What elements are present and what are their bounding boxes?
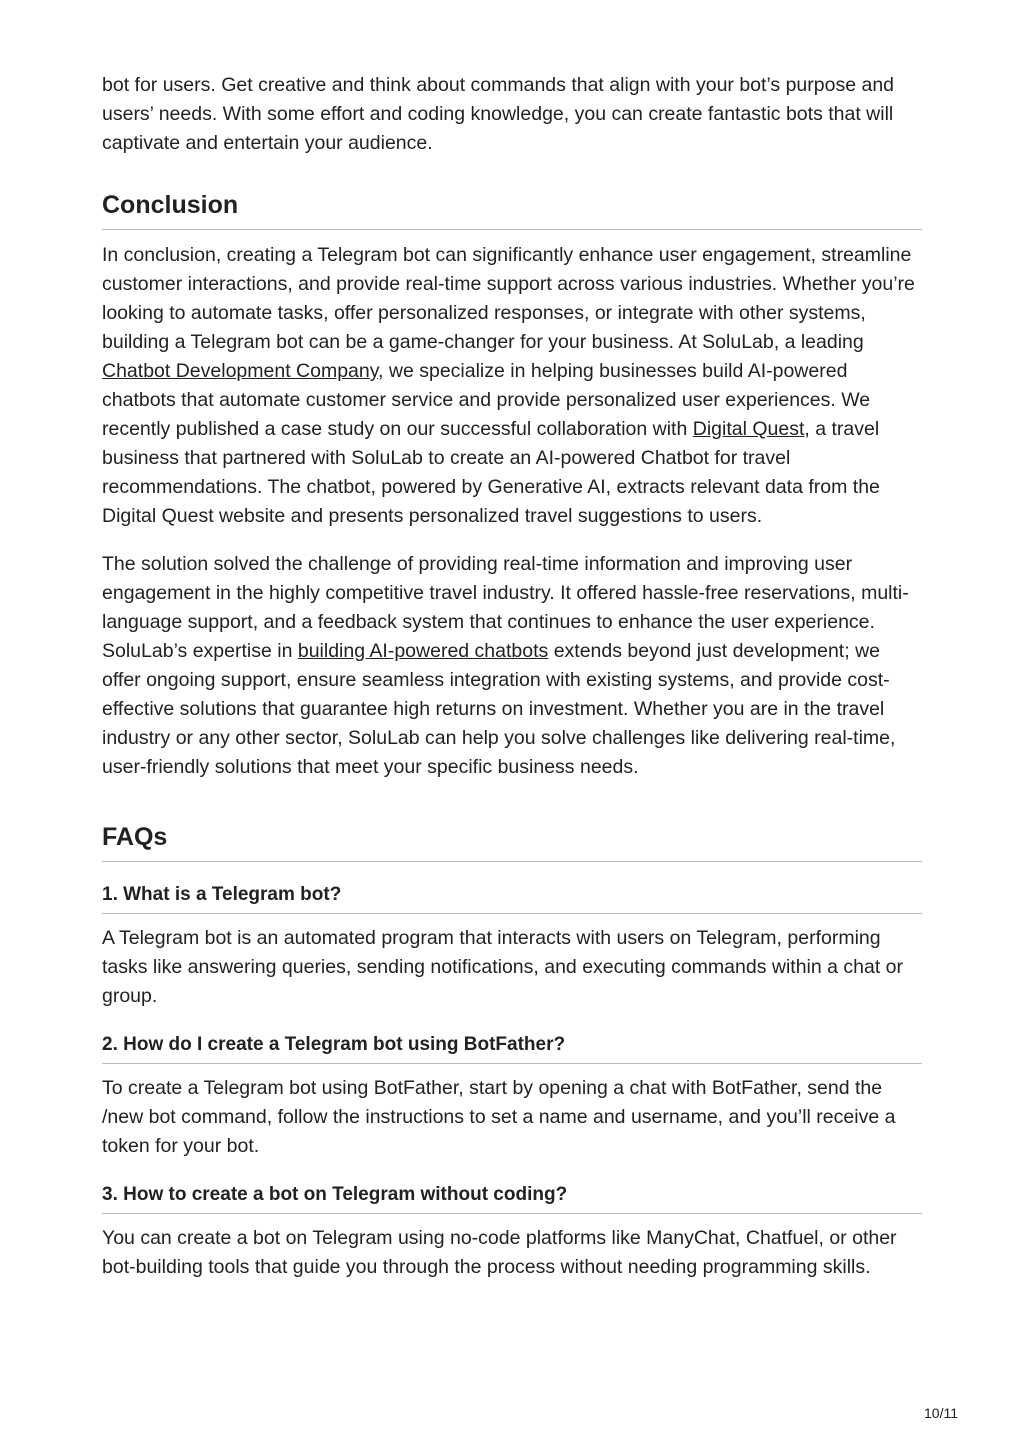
chatbot-development-company-link[interactable]: Chatbot Development Company <box>102 360 379 382</box>
conclusion-p1-text-2: , we specialize in helping businesses build AI-powered chatbots that automate customer service and provide personalized user experiences. We recently published a case study on our successful collaboration with <box>102 360 871 440</box>
conclusion-heading: Conclusion <box>102 188 922 230</box>
page-number: 10/11 <box>924 1405 958 1421</box>
faq-item <box>102 1182 922 1282</box>
faqs-heading: FAQs <box>102 820 922 862</box>
faq-question: 3. How to create a bot on Telegram without coding? <box>102 1182 922 1214</box>
faq-answer: A Telegram bot is an automated program that interacts with users on Telegram, performing tasks like answering queries, sending notifications, and executing commands within a chat or group. <box>102 927 904 1007</box>
faq-question: 2. How do I create a Telegram bot using BotFather? <box>102 1032 922 1064</box>
faq-answer: You can create a bot on Telegram using no-code platforms like ManyChat, Chatfuel, or other bot-building tools that guide you through the process without needing programming skills. <box>102 1227 897 1278</box>
conclusion-p1-text-3: , a travel business that partnered with SoluLab to create an AI-powered Chatbot for travel recommendations. The chatbot, powered by Generative AI, extracts relevant data from the Digital Quest website and presents personalized travel suggestions to users. <box>102 418 880 527</box>
conclusion-paragraph-2 <box>102 550 922 782</box>
conclusion-p2-text-1: The solution solved the challenge of providing real-time information and improving user engagement in the highly competitive travel industry. It offered hassle-free reservations, multi-language support, and a feedback system that continues to enhance the user experience. SoluLab’s expertise in <box>102 553 909 662</box>
faq-item <box>102 1032 922 1161</box>
document-page <box>102 71 922 1282</box>
faq-question: 1. What is a Telegram bot? <box>102 882 922 914</box>
digital-quest-link[interactable]: Digital Quest <box>692 418 805 440</box>
conclusion-p2-text-2: extends beyond just development; we offer ongoing support, ensure seamless integration with existing systems, and provide cost-effective solutions that guarantee high returns on investment. Whether you are in the travel industry or any other sector, SoluLab can help you solve challenges like delivering real-time, user-friendly solutions that meet your specific business needs. <box>102 640 896 778</box>
intro-paragraph: bot for users. Get creative and think about commands that align with your bot’s purpose and users’ needs. With some effort and coding knowledge, you can create fantastic bots that will captivate and entertain your audience. <box>102 74 895 154</box>
building-ai-powered-chatbots-link[interactable]: building AI-powered chatbots <box>297 640 549 662</box>
faq-item <box>102 882 922 1011</box>
faq-answer: To create a Telegram bot using BotFather, start by opening a chat with BotFather, send the /new bot command, follow the instructions to set a name and username, and you’ll receive a token for your bot. <box>102 1077 896 1157</box>
conclusion-p1-text-1: In conclusion, creating a Telegram bot can significantly enhance user engagement, streamline customer interactions, and provide real-time support across various industries. Whether you’re looking to automate tasks, offer personalized responses, or integrate with other systems, building a Telegram bot can be a game-changer for your business. At SoluLab, a leading <box>102 244 915 353</box>
conclusion-paragraph-1 <box>102 241 922 531</box>
